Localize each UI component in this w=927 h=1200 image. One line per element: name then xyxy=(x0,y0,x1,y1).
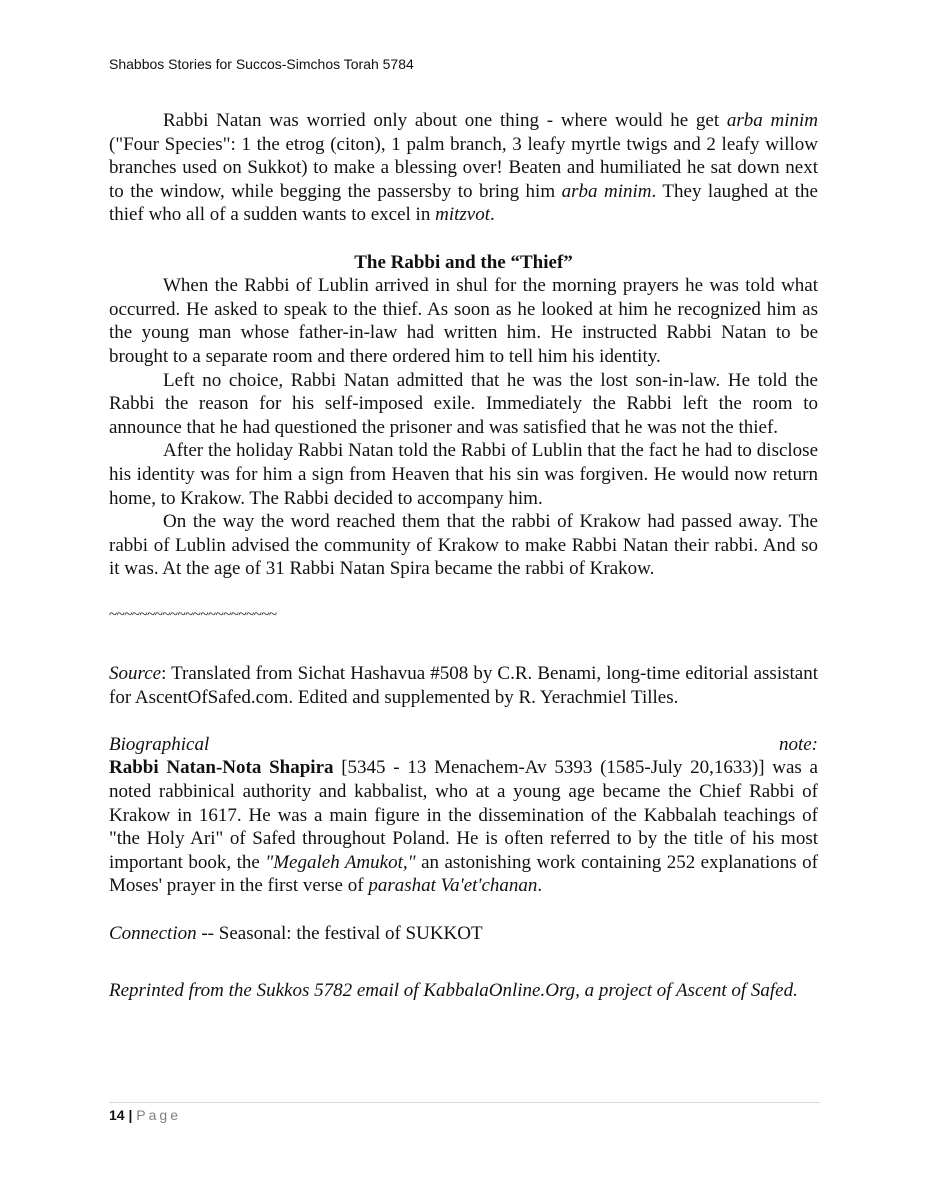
running-header: Shabbos Stories for Succos-Simchos Torah 5784 xyxy=(109,56,414,72)
source-text: : Translated from Sichat Hashavua #508 by C.R. Benami, long-time editorial assistant for AscentOfSafed.com. Edited and supplemented by R. Yerachmiel Tilles. xyxy=(109,663,818,708)
page-label: Page xyxy=(136,1107,181,1123)
page-number: 14 xyxy=(109,1107,125,1123)
page-body xyxy=(109,109,818,1003)
page-footer xyxy=(109,1107,181,1123)
paragraph-arba-minim xyxy=(109,109,818,227)
paragraph-admission: Left no choice, Rabbi Natan admitted that he was the lost son-in-law. He told the Rabbi the reason for his self-imposed exile. Immediately the Rabbi left the room to announce that he had questioned the prisoner and was satisfied that he was not the thief. xyxy=(109,369,818,438)
paragraph-after-holiday: After the holiday Rabbi Natan told the Rabbi of Lublin that the fact he had to disclose his identity was for him a sign from Heaven that his sin was forgiven. He would now return home, to Krakow. The Rabbi decided to accompany him. xyxy=(109,440,818,509)
text-run: . They laughed at the thief who all of a sudden wants to excel in xyxy=(109,180,818,226)
text-run: Rabbi Natan was worried only about one thing - where would he get xyxy=(163,110,727,131)
paragraph-rabbi-krakow: On the way the word reached them that the rabbi of Krakow had passed away. The rabbi of Lublin advised the community of Krakow to make Rabbi Natan their rabbi. And so it was. At the age of 31 Rabbi Natan Spira became the rabbi of Krakow. xyxy=(109,511,818,580)
italic-term: mitzvot xyxy=(435,204,490,226)
parasha-name: parashat Va'et'chanan xyxy=(368,875,538,897)
italic-term: arba minim xyxy=(561,180,652,202)
book-title: "Megaleh Amukot," xyxy=(265,851,416,873)
text-run: ("Four Species": 1 the etrog (citon), 1 palm branch, 3 leafy myrtle twigs and 2 leafy willow branches used on Sukkot) to make a blessing over! Beaten and humiliated he sat down next to the window, while begging the passersby to bring him xyxy=(109,133,818,202)
bio-name: Rabbi Natan-Nota Shapira xyxy=(109,757,334,779)
reprint-note xyxy=(109,979,818,1003)
reprint-text: Reprinted from the Sukkos 5782 email of KabbalaOnline.Org, a project of Ascent of Safed. xyxy=(109,980,798,1002)
source-label: Source xyxy=(109,663,162,685)
bio-paragraph xyxy=(109,756,818,898)
text-run: [5345 - 13 Menachem-Av 5393 (1585-July 20,1633)] was a noted rabbinical authority and kabbalist, who at a young age became the Chief Rabbi of Krakow in 1617. He was a main figure in the dissemination of the Kabbalah teachings of "the Holy Ari" of Safed throughout Poland. He is often referred to by the title of his most important book, the xyxy=(109,757,818,873)
bio-label-row xyxy=(109,733,818,757)
bio-label-right: note: xyxy=(778,733,818,755)
footer-separator: | xyxy=(128,1107,133,1123)
italic-term: arba minim xyxy=(726,110,818,131)
text-run: . xyxy=(489,204,495,226)
separator-tildes: ~~~~~~~~~~~~~~~~~~~~~~ xyxy=(109,607,277,624)
connection-note xyxy=(109,922,818,946)
bio-label-left: Biographical xyxy=(109,733,210,755)
section-heading: The Rabbi and the “Thief” xyxy=(354,251,573,273)
connection-text: -- Seasonal: the festival of SUKKOT xyxy=(196,922,483,944)
connection-label: Connection xyxy=(109,922,197,944)
source-note xyxy=(109,662,818,709)
text-run: . xyxy=(537,875,543,897)
paragraph-rabbi-lublin: When the Rabbi of Lublin arrived in shul for the morning prayers he was told what occurred. He asked to speak to the thief. As soon as he looked at him he recognized him as the young man whose father-in-law had written him. He instructed Rabbi Natan to be brought to a separate room and there ordered him to tell him his identity. xyxy=(109,275,818,367)
footer-divider xyxy=(109,1102,820,1103)
text-run: an astonishing work containing 252 explanations of Moses' prayer in the first verse of xyxy=(109,851,818,897)
